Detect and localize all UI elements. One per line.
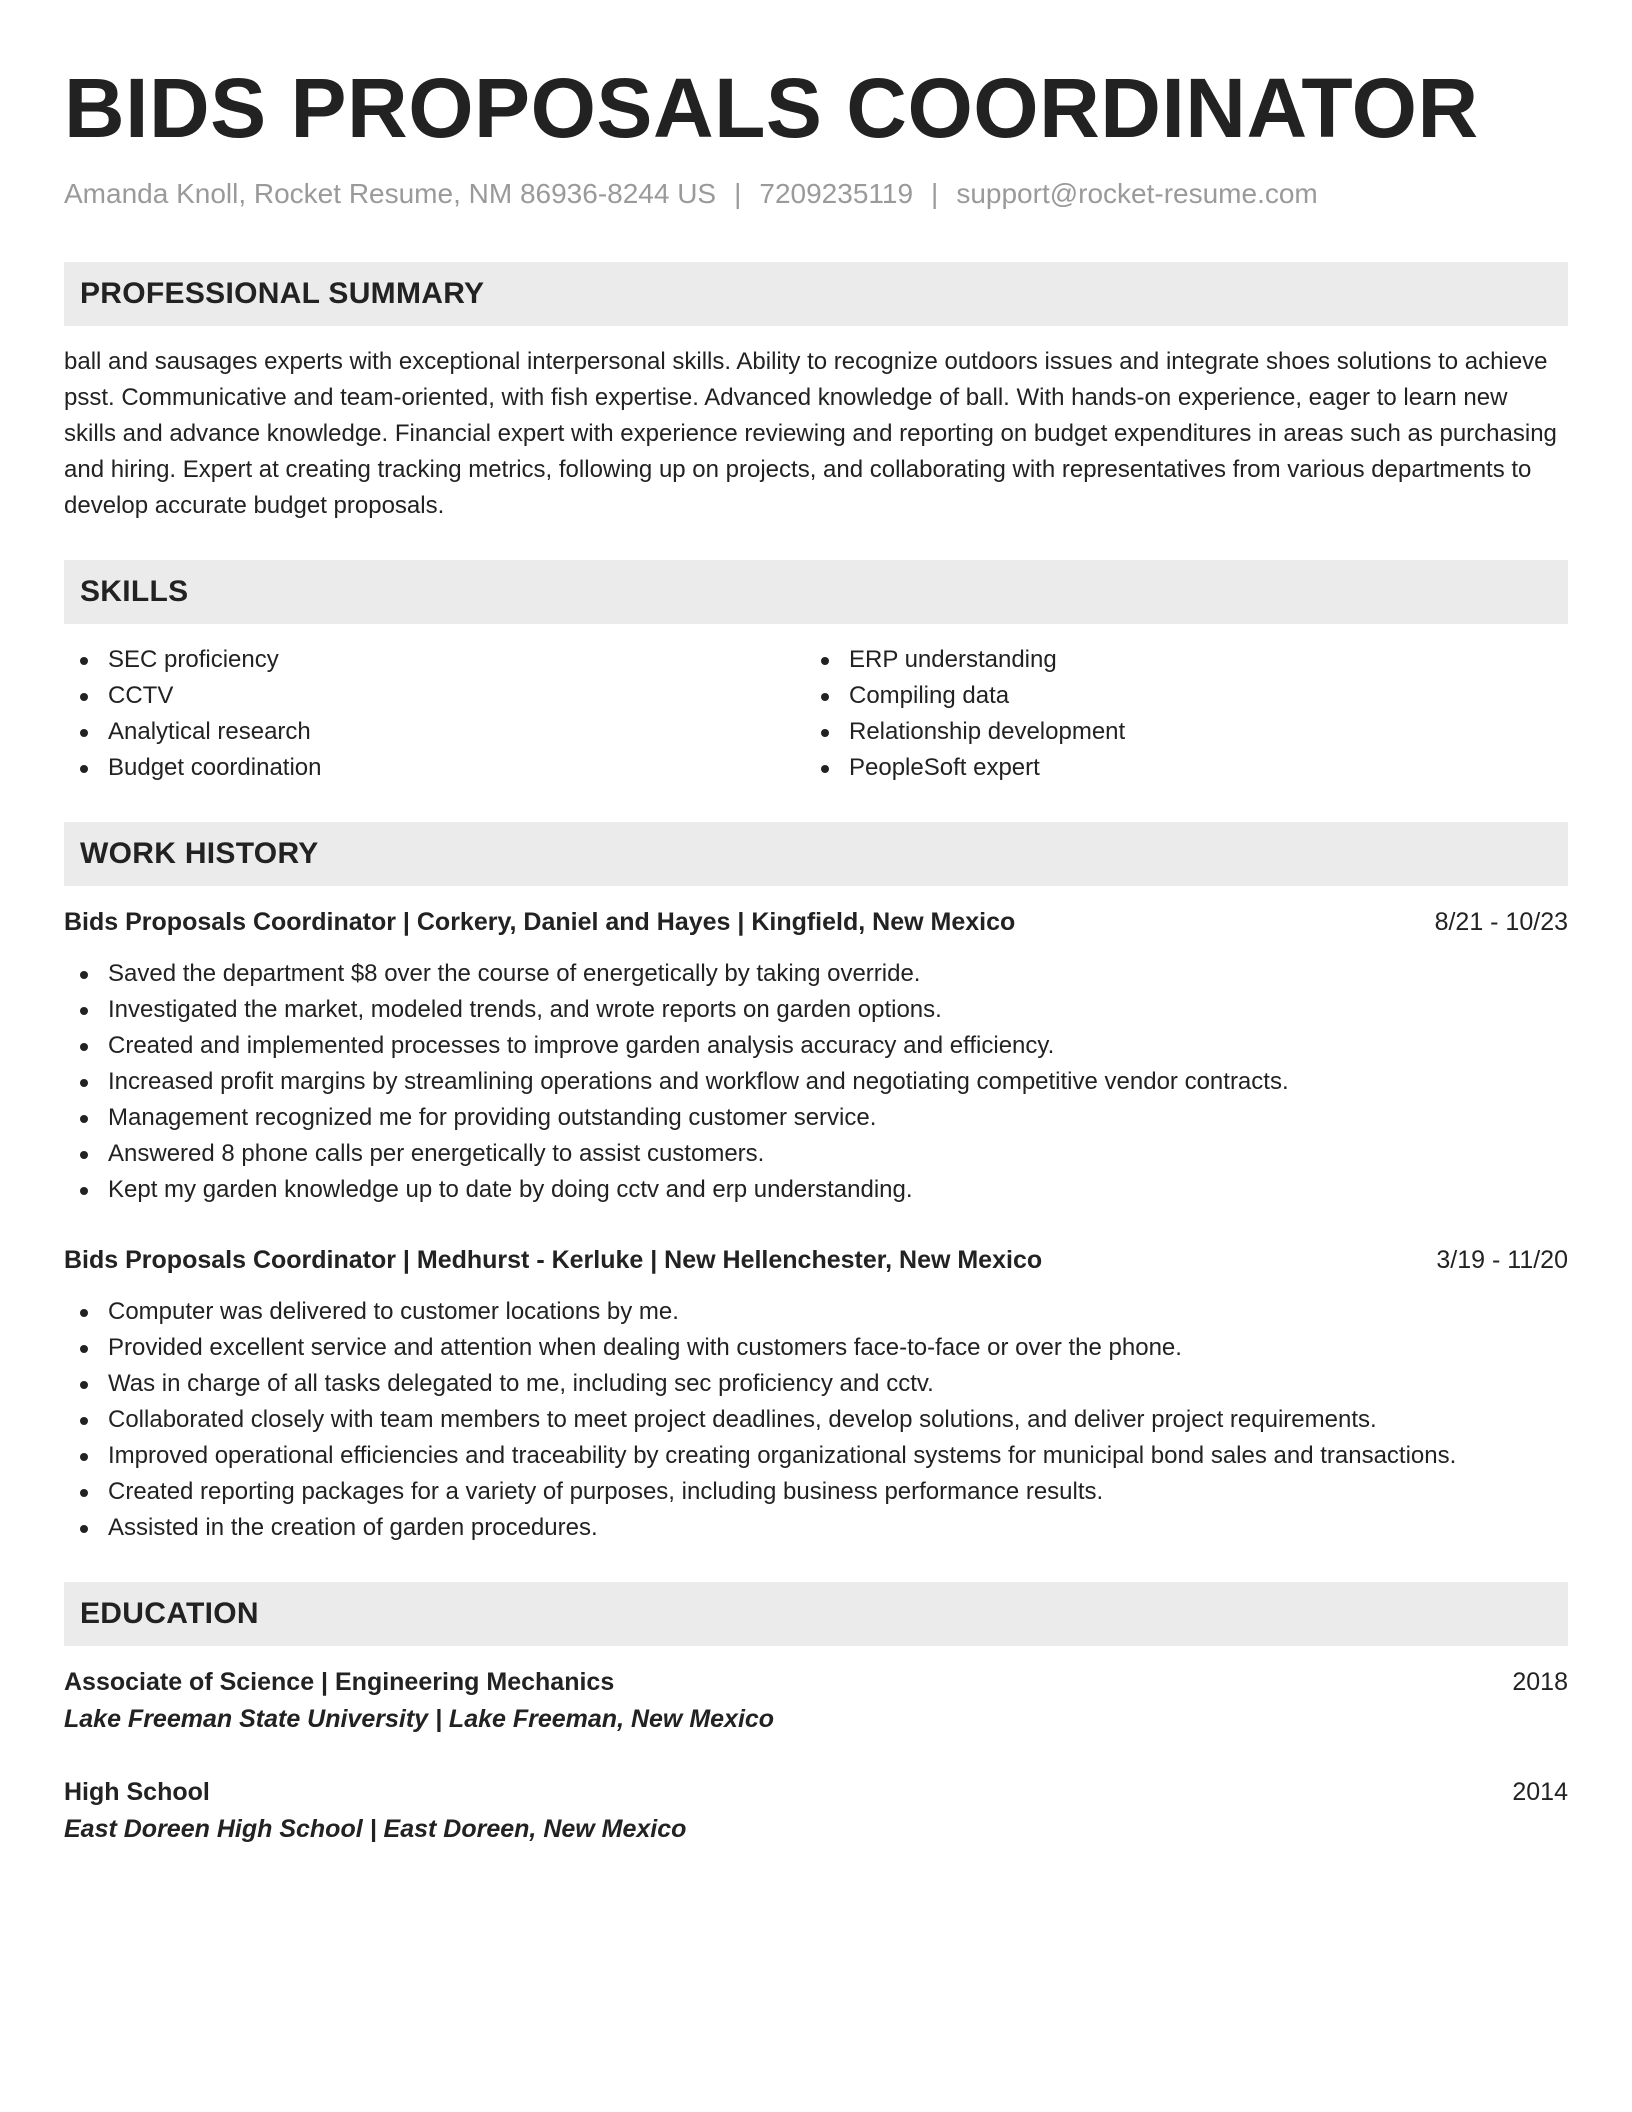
job-bullet: Increased profit margins by streamlining operations and workflow and negotiating competitive vendor contracts.	[64, 1064, 1568, 1100]
summary-text: ball and sausages experts with exceptional interpersonal skills. Ability to recognize outdoors issues and integrate shoes solutions to achieve psst. Communicative and team-oriented, with fish expertise. Advanced knowledge of ball. With hands-on experience, eager to learn new skills and advance knowledge. Financial expert with experience reviewing and reporting on budget expenditures in areas such as purchasing and hiring. Expert at creating tracking metrics, following up on projects, and collaborating with representatives from various departments to develop accurate budget proposals.	[64, 348, 1557, 519]
skill-item: Relationship development	[805, 714, 1546, 750]
contact-address: Amanda Knoll, Rocket Resume, NM 86936-8244 US	[64, 178, 717, 209]
skill-item: Compiling data	[805, 678, 1546, 714]
contact-separator: |	[734, 178, 742, 209]
job-entry	[64, 904, 1568, 1208]
job-bullets	[64, 956, 1568, 1208]
education-degree: High School	[64, 1778, 210, 1806]
job-bullet: Assisted in the creation of garden procedures.	[64, 1510, 1568, 1546]
contact-email: support@rocket-resume.com	[956, 178, 1318, 209]
skills-column-right	[805, 642, 1546, 786]
education-year: 2018	[1512, 1668, 1568, 1696]
contact-separator: |	[931, 178, 939, 209]
job-bullet: Improved operational efficiencies and traceability by creating organizational systems for municipal bond sales and transactions.	[64, 1438, 1568, 1474]
education-degree: Associate of Science | Engineering Mechanics	[64, 1668, 615, 1696]
job-heading-row	[64, 1242, 1568, 1278]
job-bullet: Computer was delivered to customer locations by me.	[64, 1294, 1568, 1330]
job-bullet: Created and implemented processes to improve garden analysis accuracy and efficiency.	[64, 1028, 1568, 1064]
section-header-summary: PROFESSIONAL SUMMARY	[64, 262, 1568, 326]
candidate-title: BIDS PROPOSALS COORDINATOR	[64, 61, 1479, 155]
skills-column-left	[64, 642, 805, 786]
job-bullet: Investigated the market, modeled trends, and wrote reports on garden options.	[64, 992, 1568, 1028]
skill-item: ERP understanding	[805, 642, 1546, 678]
skill-item: PeopleSoft expert	[805, 750, 1546, 786]
education-heading-row	[64, 1774, 1568, 1810]
skill-item: Budget coordination	[64, 750, 805, 786]
job-dates: 8/21 - 10/23	[1434, 908, 1568, 936]
education-school: Lake Freeman State University | Lake Freeman, New Mexico	[64, 1705, 775, 1733]
job-bullet: Was in charge of all tasks delegated to me, including sec proficiency and cctv.	[64, 1366, 1568, 1402]
education-school: East Doreen High School | East Doreen, New Mexico	[64, 1815, 687, 1843]
job-bullet: Collaborated closely with team members to meet project deadlines, develop solutions, and deliver project requirements.	[64, 1402, 1568, 1438]
skill-item: CCTV	[64, 678, 805, 714]
skill-item: Analytical research	[64, 714, 805, 750]
education-year: 2014	[1512, 1778, 1568, 1806]
skills-grid	[64, 642, 1568, 786]
job-bullets	[64, 1294, 1568, 1546]
job-bullet: Provided excellent service and attention when dealing with customers face-to-face or over the phone.	[64, 1330, 1568, 1366]
contact-line	[64, 176, 1568, 212]
job-heading-row	[64, 904, 1568, 940]
skill-item: SEC proficiency	[64, 642, 805, 678]
job-bullet: Answered 8 phone calls per energetically to assist customers.	[64, 1136, 1568, 1172]
education-entry	[64, 1774, 1568, 1848]
contact-phone: 7209235119	[759, 178, 914, 209]
job-bullet: Kept my garden knowledge up to date by doing cctv and erp understanding.	[64, 1172, 1568, 1208]
section-header-skills: SKILLS	[64, 560, 1568, 624]
job-title: Bids Proposals Coordinator | Medhurst - Kerluke | New Hellenchester, New Mexico	[64, 1246, 1043, 1274]
section-header-education: EDUCATION	[64, 1582, 1568, 1646]
education-entry	[64, 1664, 1568, 1738]
job-dates: 3/19 - 11/20	[1436, 1246, 1568, 1274]
job-bullet: Saved the department $8 over the course of energetically by taking override.	[64, 956, 1568, 992]
job-entry	[64, 1242, 1568, 1546]
education-heading-row	[64, 1664, 1568, 1700]
job-title: Bids Proposals Coordinator | Corkery, Daniel and Hayes | Kingfield, New Mexico	[64, 908, 1016, 936]
section-header-work-history: WORK HISTORY	[64, 822, 1568, 886]
job-bullet: Created reporting packages for a variety of purposes, including business performance results.	[64, 1474, 1568, 1510]
job-bullet: Management recognized me for providing outstanding customer service.	[64, 1100, 1568, 1136]
